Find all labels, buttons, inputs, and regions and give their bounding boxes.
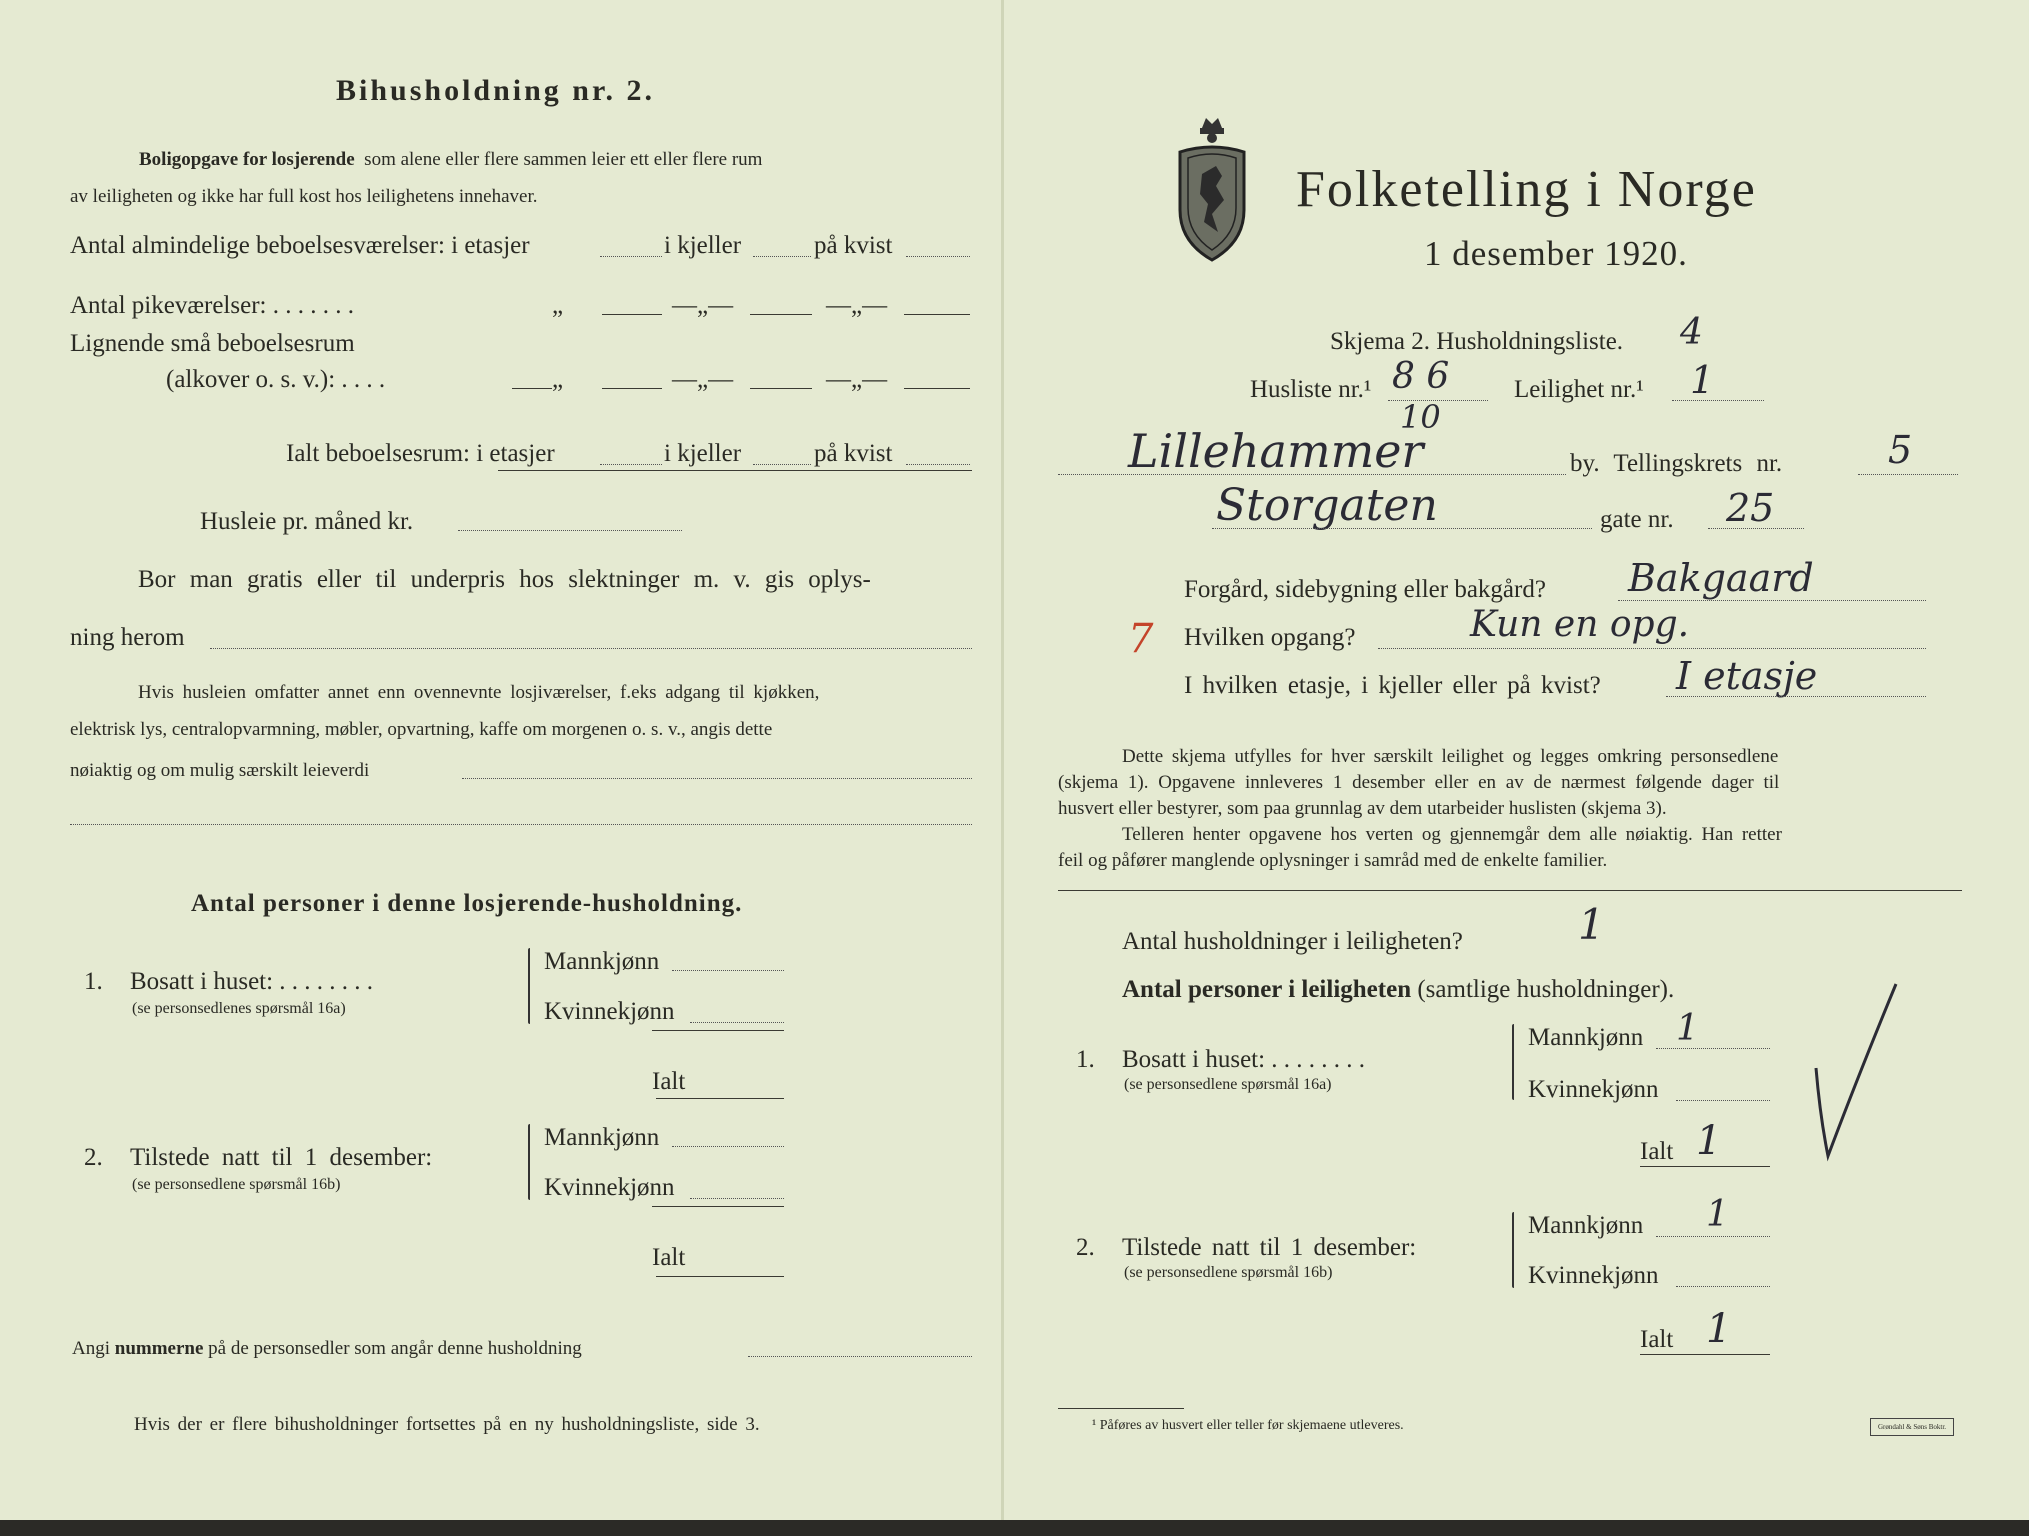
right-q1-female-label: Kvinnekjønn <box>1528 1076 1659 1103</box>
husliste-hw-2: 10 <box>1400 398 1441 436</box>
pike-kjeller-field[interactable] <box>750 314 812 315</box>
husliste-label: Husliste nr.¹ <box>1250 376 1372 403</box>
small-rooms-label-1: Lignende små beboelsesrum <box>70 330 355 357</box>
right-q2-total-field[interactable] <box>1640 1354 1770 1355</box>
right-q2-sub: (se personsedlene spørsmål 16b) <box>1124 1264 1333 1281</box>
gate-field[interactable] <box>1708 528 1804 529</box>
rooms-kjeller-field[interactable] <box>753 256 811 257</box>
intro-rest: som alene eller flere sammen leier ett eller flere rum <box>364 149 763 170</box>
right-persons-heading <box>1122 976 1674 1004</box>
leilighet-hw: 1 <box>1690 358 1715 402</box>
rent-label: Husleie pr. måned kr. <box>200 508 414 535</box>
total-kjeller-field[interactable] <box>753 464 811 465</box>
left-q1-brace <box>528 948 530 1024</box>
numbers-pre: Angi <box>72 1338 110 1359</box>
floor-field[interactable] <box>1666 696 1926 697</box>
right-q1-male-field[interactable] <box>1656 1048 1770 1049</box>
left-q2-total-field[interactable] <box>656 1276 784 1277</box>
intro-line-2: av leiligheten og ikke har full kost hos leilighetens innehaver. <box>70 186 538 207</box>
note-line-3: nøiaktig og om mulig særskilt leieverdi <box>70 760 370 781</box>
right-q1-total-label: Ialt <box>1640 1138 1674 1165</box>
note-line-1: Hvis husleien omfatter annet enn ovennevnte losjiværelser, f.eks adgang til kjøkken, <box>138 682 820 703</box>
numbers-bold: nummerne <box>114 1338 204 1359</box>
right-q2-male-hw: 1 <box>1706 1194 1729 1235</box>
footnote-rule <box>1058 1408 1184 1409</box>
floor-hw: I etasje <box>1676 654 1818 698</box>
right-q1-male-hw: 1 <box>1676 1008 1699 1049</box>
pike-kvist-field[interactable] <box>904 314 970 315</box>
right-q1-female-field[interactable] <box>1676 1100 1770 1101</box>
right-persons-rest: (samtlige husholdninger). <box>1417 976 1675 1003</box>
total-rule <box>498 470 972 471</box>
free-field[interactable] <box>210 648 972 649</box>
instr-line-3: husvert eller bestyrer, som paa grunnlag av dem utarbeider huslisten (skjema 3). <box>1058 798 1667 819</box>
left-q2-total-label: Ialt <box>652 1244 686 1271</box>
husliste-field[interactable] <box>1388 400 1488 401</box>
coat-of-arms-icon <box>1172 114 1252 264</box>
right-q1-total-field[interactable] <box>1640 1166 1770 1167</box>
free-line-2: ning herom <box>70 624 185 651</box>
pike-ditto-2: —„— <box>672 292 734 319</box>
leilighet-label: Leilighet nr.¹ <box>1514 376 1644 403</box>
left-q1-label: Bosatt i huset: . . . . . . . . <box>130 968 374 995</box>
pike-label: Antal pikeværelser: . . . . . . . <box>70 292 354 319</box>
entrance-hw: Kun en opg. <box>1470 604 1690 645</box>
krets-field[interactable] <box>1858 474 1958 475</box>
rooms-label: Antal almindelige beboelsesværelser: i etasjer <box>70 232 530 259</box>
rent-field[interactable] <box>458 530 682 531</box>
small-kvist-field[interactable] <box>904 388 970 389</box>
left-q1-female-label: Kvinnekjønn <box>544 998 675 1025</box>
left-persons-heading: Antal personer i denne losjerende-husholdning. <box>191 890 743 917</box>
households-hw: 1 <box>1578 900 1605 949</box>
total-kvist-field[interactable] <box>906 464 970 465</box>
gate-hw: 25 <box>1726 486 1775 530</box>
numbers-field[interactable] <box>748 1356 972 1357</box>
left-q2-num: 2. <box>84 1144 103 1171</box>
census-date: 1 desember 1920. <box>1424 234 1688 273</box>
left-q1-total-field[interactable] <box>656 1098 784 1099</box>
left-q2-brace <box>528 1124 530 1200</box>
left-q1-sum-rule <box>652 1030 784 1031</box>
left-q1-male-field[interactable] <box>672 970 784 971</box>
pike-ditto-3: —„— <box>826 292 888 319</box>
total-kjeller-label: i kjeller <box>664 440 742 467</box>
instr-rule <box>1058 890 1962 891</box>
note-field-2[interactable] <box>70 824 972 825</box>
husliste-hw: 8 6 <box>1392 356 1450 397</box>
street-hw: Storgaten <box>1216 480 1438 531</box>
numbers-line <box>72 1338 582 1360</box>
intro-line-1 <box>139 149 762 171</box>
checkmark-icon <box>1806 976 1902 1168</box>
small-kjeller-field[interactable] <box>750 388 812 389</box>
left-q2-male-field[interactable] <box>672 1146 784 1147</box>
red-mark: 7 <box>1128 616 1154 662</box>
numbers-rest: på de personsedler som angår denne husholdning <box>208 1338 582 1359</box>
entrance-label: Hvilken opgang? <box>1184 624 1356 651</box>
right-q2-brace <box>1512 1212 1514 1288</box>
entrance-field[interactable] <box>1378 648 1926 649</box>
by-label: by. Tellingskrets nr. <box>1570 450 1783 477</box>
gate-label: gate nr. <box>1600 506 1674 533</box>
pike-ditto: „ <box>552 292 564 319</box>
instr-line-4: Telleren henter opgavene hos verten og gjennemgår dem alle nøiaktig. Han retter <box>1122 824 1782 845</box>
right-q1-label: Bosatt i huset: . . . . . . . . <box>1122 1046 1366 1073</box>
left-q2-female-field[interactable] <box>690 1198 784 1199</box>
note-line-2: elektrisk lys, centralopvarmning, møbler, opvartning, kaffe om morgenen o. s. v., angis dette <box>70 719 773 740</box>
right-q1-sub: (se personsedlene spørsmål 16a) <box>1124 1076 1332 1093</box>
left-q1-female-field[interactable] <box>690 1022 784 1023</box>
left-q2-sum-rule <box>652 1206 784 1207</box>
schema-label: Skjema 2. Husholdningsliste. <box>1330 328 1624 355</box>
rooms-kvist-field[interactable] <box>906 256 970 257</box>
krets-hw: 5 <box>1888 428 1913 472</box>
left-title: Bihusholdning nr. 2. <box>336 74 656 107</box>
left-q2-male-label: Mannkjønn <box>544 1124 660 1151</box>
footnote: ¹ Påføres av husvert eller teller før skjemaene utleveres. <box>1092 1418 1404 1433</box>
right-q1-brace <box>1512 1024 1514 1100</box>
more-households-note: Hvis der er flere bihusholdninger fortsettes på en ny husholdningsliste, side 3. <box>134 1414 760 1435</box>
rooms-kjeller-label: i kjeller <box>664 232 742 259</box>
printer-stamp: Grøndahl & Søns Boktr. <box>1870 1418 1954 1436</box>
small-rooms-label-2: (alkover o. s. v.): . . . . <box>166 366 386 393</box>
households-label: Antal husholdninger i leiligheten? <box>1122 928 1463 955</box>
right-q1-num: 1. <box>1076 1046 1095 1073</box>
street-field[interactable] <box>1212 528 1592 529</box>
left-q1-num: 1. <box>84 968 103 995</box>
intro-bold: Boligopgave for losjerende <box>139 149 355 170</box>
instr-line-2: (skjema 1). Opgavene innleveres 1 desember eller en av de nærmest følgende dager til <box>1058 772 1780 793</box>
right-title: Folketelling i Norge <box>1296 161 1757 218</box>
rooms-kvist-label: på kvist <box>814 232 893 259</box>
town-field[interactable] <box>1058 474 1566 475</box>
instr-line-5: feil og påfører manglende oplysninger i samråd med de enkelte familier. <box>1058 850 1608 871</box>
small-ditto-3: —„— <box>826 366 888 393</box>
small-rooms-lead <box>512 388 552 389</box>
right-q1-total-hw: 1 <box>1696 1118 1722 1164</box>
yard-hw: Bakgaard <box>1628 556 1814 600</box>
left-q1-total-label: Ialt <box>652 1068 686 1095</box>
right-q1-male-label: Mannkjønn <box>1528 1024 1644 1051</box>
right-q2-total-label: Ialt <box>1640 1326 1674 1353</box>
left-q1-sub: (se personsedlenes spørsmål 16a) <box>132 1000 346 1017</box>
total-rooms-label: Ialt beboelsesrum: i etasjer <box>286 440 555 467</box>
right-q2-label: Tilstede natt til 1 desember: <box>1122 1234 1417 1261</box>
small-rooms-ditto: „ <box>552 366 564 393</box>
yard-label: Forgård, sidebygning eller bakgård? <box>1184 576 1546 603</box>
left-q2-sub: (se personsedlene spørsmål 16b) <box>132 1176 341 1193</box>
free-line-1: Bor man gratis eller til underpris hos slektninger m. v. gis oplys- <box>138 566 871 593</box>
floor-label: I hvilken etasje, i kjeller eller på kvist? <box>1184 672 1601 699</box>
right-q2-total-hw: 1 <box>1706 1306 1732 1352</box>
right-persons-bold: Antal personer i leiligheten <box>1122 976 1412 1003</box>
page-fold <box>1001 0 1004 1520</box>
rooms-etasjer-field[interactable] <box>600 256 662 257</box>
small-ditto-2: —„— <box>672 366 734 393</box>
left-q2-label: Tilstede natt til 1 desember: <box>130 1144 433 1171</box>
right-q2-female-label: Kvinnekjønn <box>1528 1262 1659 1289</box>
total-kvist-label: på kvist <box>814 440 893 467</box>
right-q2-male-label: Mannkjønn <box>1528 1212 1644 1239</box>
town-hw: Lillehammer <box>1128 424 1424 478</box>
small-etasjer-field[interactable] <box>602 388 662 389</box>
pike-etasjer-field[interactable] <box>602 314 662 315</box>
left-q2-female-label: Kvinnekjønn <box>544 1174 675 1201</box>
right-q2-female-field[interactable] <box>1676 1286 1770 1287</box>
instr-line-1: Dette skjema utfylles for hver særskilt leilighet og legges omkring personsedlene <box>1122 746 1779 767</box>
note-field[interactable] <box>462 778 972 779</box>
yard-field[interactable] <box>1618 600 1926 601</box>
schema-hw: 4 <box>1680 312 1703 353</box>
right-q2-male-field[interactable] <box>1656 1236 1770 1237</box>
right-q2-num: 2. <box>1076 1234 1095 1261</box>
left-q1-male-label: Mannkjønn <box>544 948 660 975</box>
total-etasjer-field[interactable] <box>600 464 662 465</box>
leilighet-field[interactable] <box>1672 400 1764 401</box>
